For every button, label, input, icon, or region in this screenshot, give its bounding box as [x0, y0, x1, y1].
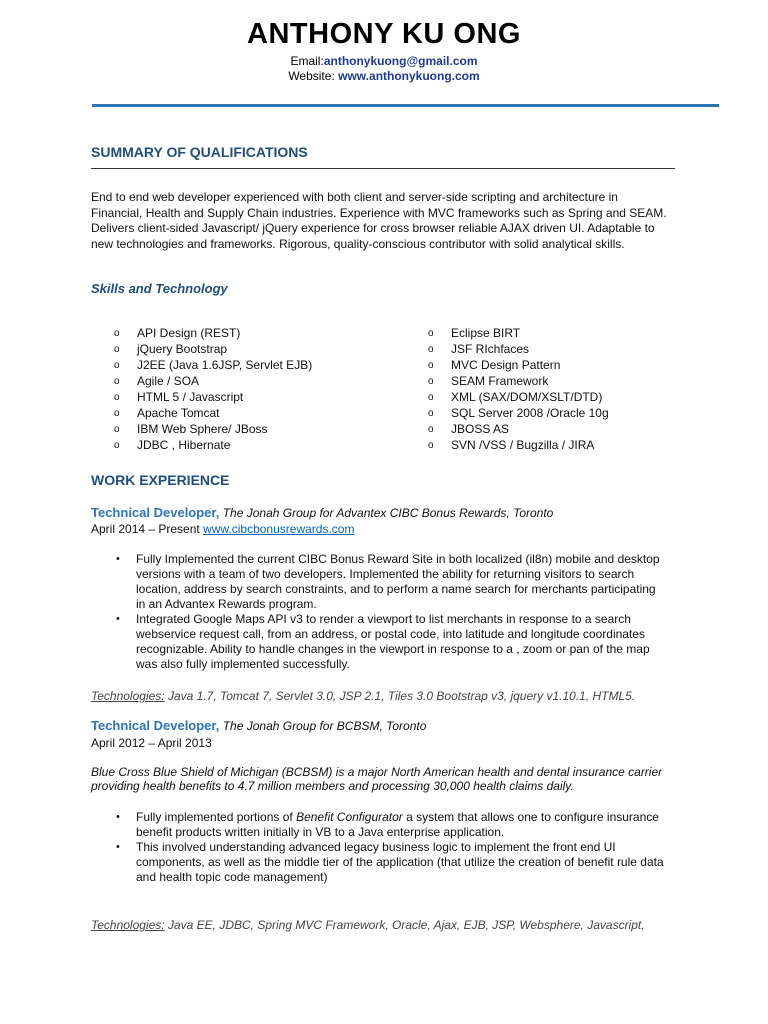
- header-divider: [92, 104, 719, 107]
- circle-bullet-icon: o: [428, 408, 434, 419]
- list-item: o MVC Design Pattern: [428, 358, 561, 372]
- circle-bullet-icon: o: [428, 392, 434, 403]
- job1-bullets: [116, 552, 668, 672]
- circle-bullet-icon: o: [114, 344, 120, 355]
- website-link[interactable]: www.anthonykuong.com: [338, 69, 480, 83]
- list-item: o jQuery Bootstrap: [114, 342, 228, 356]
- skills-heading: Skills and Technology: [91, 281, 228, 296]
- job2-intro: Blue Cross Blue Shield of Michigan (BCBSM) is a major North American health and dental insurance carrier providing health benefits to 4.7 million members and processing 30,000 health claims daily.: [91, 765, 663, 793]
- list-item: o JBOSS AS: [428, 422, 510, 436]
- list-item: • This involved understanding advanced legacy business logic to implement the front end UI components, as well as the middle tier of the application (that utilize the creation of benefit rule data and health topic code management): [116, 840, 664, 884]
- candidate-name: ANTHONY KU ONG: [247, 18, 521, 50]
- job2-dates: April 2012 – April 2013: [91, 736, 212, 750]
- summary-underline: [91, 168, 675, 169]
- circle-bullet-icon: o: [114, 424, 120, 435]
- skills-list-right: [428, 325, 718, 453]
- circle-bullet-icon: o: [428, 360, 434, 371]
- job2-technologies: Technologies: Java EE, JDBC, Spring MVC Framework, Oracle, Ajax, EJB, JSP, Websphere, Javascript,: [91, 918, 645, 932]
- technologies-label: Technologies:: [91, 918, 165, 932]
- job2-company: The Jonah Group for BCBSM, Toronto: [219, 719, 427, 733]
- circle-bullet-icon: o: [428, 440, 434, 451]
- circle-bullet-icon: o: [114, 360, 120, 371]
- list-item: o SQL Server 2008 /Oracle 10g: [428, 406, 609, 420]
- job2-role: Technical Developer, The Jonah Group for BCBSM, Toronto: [91, 718, 427, 733]
- website-line: [0, 69, 768, 83]
- email-link[interactable]: anthonykuong@gmail.com: [323, 54, 478, 68]
- bullet-icon: •: [116, 553, 120, 565]
- bullet-icon: •: [116, 811, 120, 823]
- list-item: o JDBC , Hibernate: [114, 438, 231, 452]
- email-label: Email:: [290, 54, 324, 68]
- bullet-icon: •: [116, 841, 120, 853]
- work-heading: WORK EXPERIENCE: [91, 472, 230, 488]
- list-item: o API Design (REST): [114, 326, 241, 340]
- summary-heading: SUMMARY OF QUALIFICATIONS: [91, 144, 308, 160]
- list-item: • Fully implemented portions of Benefit Configurator a system that allows one to configure insurance benefit products written initially in VB to a Java enterprise application.: [116, 810, 659, 839]
- technologies-label: Technologies:: [91, 689, 165, 703]
- list-item: o SEAM Framework: [428, 374, 549, 388]
- skills-list-left: [114, 325, 404, 453]
- job1-dates-line: [91, 522, 354, 536]
- circle-bullet-icon: o: [428, 376, 434, 387]
- circle-bullet-icon: o: [428, 328, 434, 339]
- circle-bullet-icon: o: [428, 424, 434, 435]
- job1-role: Technical Developer, The Jonah Group for Advantex CIBC Bonus Rewards, Toronto: [91, 505, 554, 520]
- circle-bullet-icon: o: [428, 344, 434, 355]
- circle-bullet-icon: o: [114, 440, 120, 451]
- job1-company: The Jonah Group for Advantex CIBC Bonus Rewards, Toronto: [219, 506, 554, 520]
- website-label: Website:: [288, 69, 339, 83]
- job2-bullets: [116, 810, 668, 885]
- list-item: o Apache Tomcat: [114, 406, 220, 420]
- job1-title: Technical Developer: [91, 505, 216, 520]
- summary-text: End to end web developer experienced with both client and server-side scripting and architecture in Financial, Health and Supply Chain industries. Experience with MVC frameworks such as Spring and SEAM. Delivers client-sided Javascript/ jQuery experience for cross browser reliable AJAX driven UI. Adaptable to new technologies and frameworks. Rigorous, quality-conscious contributor with solid analytical skills.: [91, 190, 667, 251]
- list-item: o HTML 5 / Javascript: [114, 390, 244, 404]
- circle-bullet-icon: o: [114, 376, 120, 387]
- job2-title: Technical Developer: [91, 718, 216, 733]
- job1-dates: April 2014 – Present: [91, 522, 204, 536]
- circle-bullet-icon: o: [114, 328, 120, 339]
- job1-website-link[interactable]: www.cibcbonusrewards.com: [203, 522, 355, 536]
- list-item: o IBM Web Sphere/ JBoss: [114, 422, 268, 436]
- list-item: o XML (SAX/DOM/XSLT/DTD): [428, 390, 603, 404]
- list-item: o SVN /VSS / Bugzilla / JIRA: [428, 438, 595, 452]
- bullet-icon: •: [116, 613, 120, 625]
- list-item: o JSF RIchfaces: [428, 342, 530, 356]
- list-item: o Agile / SOA: [114, 374, 200, 388]
- circle-bullet-icon: o: [114, 408, 120, 419]
- list-item: • Integrated Google Maps API v3 to render a viewport to list merchants in response to a search webservice request call, from an address, or postal code, into latitude and longitude coordinates recognizable. Ability to handle changes in the viewport in response to a , zoom or pan of the map was also fully implemented successfully.: [116, 612, 650, 671]
- list-item: o J2EE (Java 1.6JSP, Servlet EJB): [114, 358, 313, 372]
- email-line: [0, 54, 768, 68]
- circle-bullet-icon: o: [114, 392, 120, 403]
- list-item: o Eclipse BIRT: [428, 326, 521, 340]
- list-item: • Fully Implemented the current CIBC Bonus Reward Site in both localized (il8n) mobile and desktop versions with a team of two developers. Implemented the ability for returning visitors to search location, address by search constraints, and to perform a name search for merchants participating in an Advantex Rewards program.: [116, 552, 660, 611]
- job1-technologies: Technologies: Java 1.7, Tomcat 7, Servlet 3.0, JSP 2.1, Tiles 3.0 Bootstrap v3, jquery v1.10.1, HTML5.: [91, 689, 636, 703]
